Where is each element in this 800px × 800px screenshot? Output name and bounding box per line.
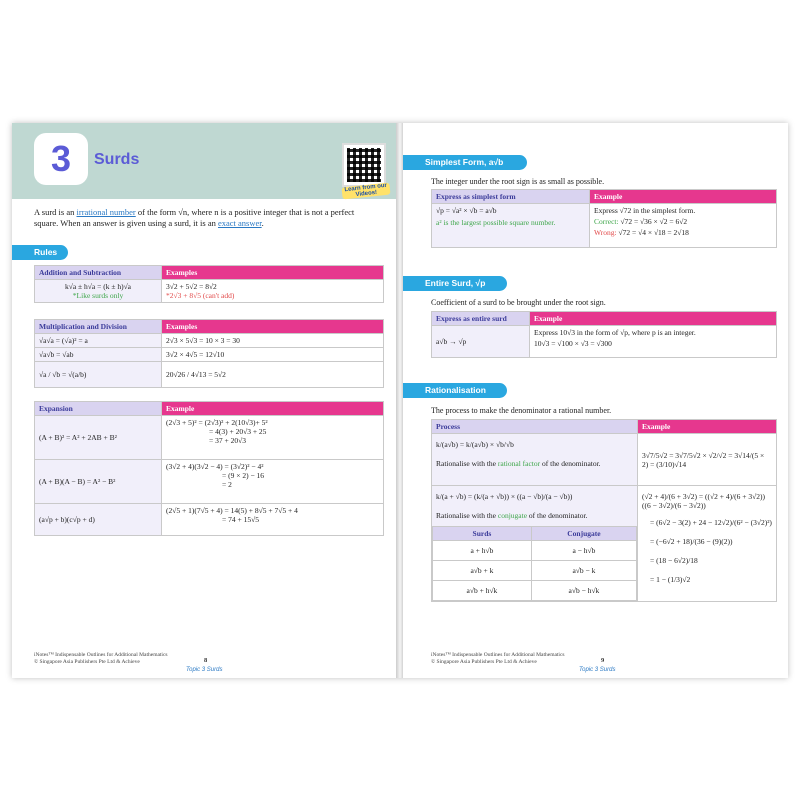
mult-example-3: 20√26 / 4√13 = 5√2: [162, 362, 384, 388]
simplest-form-table: [431, 189, 777, 248]
expansion-2-line-2: = (9 × 2) − 16: [222, 471, 265, 480]
process-2-formula: k/(a + √b) = (k/(a + √b)) × ((a − √b)/(a − √b)): [436, 492, 573, 501]
left-page-number: 8: [204, 657, 208, 664]
qr-caption: Learn from our Videos!: [342, 183, 391, 200]
conjugate-row-2: a√b − k: [531, 561, 636, 581]
simplest-rule-cell: [432, 204, 590, 248]
mult-example-1: 2√3 × 5√3 = 10 × 3 = 30: [162, 334, 384, 348]
left-page: [12, 123, 398, 678]
surd-row-2: a√b + k: [433, 561, 532, 581]
entire-example-header: Example: [530, 312, 777, 326]
intro-text-2: of the form √n, where n is a positive integer that is not a perfect square. When an answer is given using a surd, it is an: [34, 207, 355, 228]
simplest-correct-line: [594, 217, 772, 226]
process-2-note-c: of the denominator.: [527, 511, 588, 520]
rationalisation-table: [431, 419, 777, 602]
conjugate-row-3: a√b − h√k: [531, 581, 636, 601]
example-2-line-2: = (6√2 − 3(2) + 24 − 12√2)/(6² − (3√2)²): [650, 518, 772, 527]
expansion-1-line-2: = 4(3) + 20√3 + 25: [209, 427, 267, 436]
expansion-example-2: [162, 460, 384, 504]
left-footer-line-2: © Singapore Asia Publishers Pte Ltd & Achieve: [34, 659, 140, 665]
process-2-note: [432, 501, 637, 526]
example-1-cell: 3√7/5√2 = 3√7/5√2 × √2/√2 = 3√14/(5 × 2) = (3/10)√14: [638, 434, 777, 486]
addition-example-2: *2√3 + 8√5 (can't add): [166, 291, 235, 300]
addition-rule: k√a ± h√a = (k ± h)√a: [64, 282, 132, 291]
entire-surd-table: [431, 311, 777, 358]
mult-rule-2: √a√b = √ab: [35, 348, 162, 362]
wrong-label: Wrong:: [594, 228, 617, 237]
qr-code[interactable]: [342, 143, 386, 187]
right-footer-topic: Topic 3 Surds: [579, 667, 616, 673]
rationalisation-text: The process to make the denominator a rational number.: [431, 406, 612, 415]
expansion-1-line-1: (2√3 + 5)² = (2√3)² + 2(10√3)+ 5²: [166, 418, 268, 427]
chapter-number: 3: [34, 133, 88, 185]
expansion-3-line-2: = 74 + 15√5: [222, 515, 259, 524]
multiplication-header: Multiplication and Division: [35, 320, 162, 334]
mult-rule-3: √a / √b = √(a/b): [35, 362, 162, 388]
left-footer-line-1: iNotes™ Indispensable Outlines for Additional Mathematics: [34, 652, 168, 658]
surd-row-3: a√b + h√k: [433, 581, 532, 601]
conjugate-term: conjugate: [497, 511, 528, 520]
process-2-cell: [432, 486, 638, 602]
right-footer-line-1: iNotes™ Indispensable Outlines for Additional Mathematics: [431, 652, 565, 658]
intro-text-3: .: [261, 218, 264, 228]
square-note: is the largest possible square number.: [441, 218, 556, 227]
example-2-line-4: = (18 − 6√2)/18: [650, 556, 698, 565]
square-term: a²: [436, 218, 442, 227]
correct-label: Correct:: [594, 217, 619, 226]
right-page: [402, 123, 788, 678]
exact-answer-link[interactable]: exact answer: [217, 218, 262, 228]
rationalisation-example-header: Example: [638, 420, 777, 434]
expansion-header: Expansion: [35, 402, 162, 416]
simplest-rule-line-1: √p = √a² × √b = a√b: [436, 206, 497, 215]
expansion-rule-1: (A + B)² = A² + 2AB + B²: [35, 416, 162, 460]
entire-rule-header: Express as entire surd: [432, 312, 530, 326]
multiplication-examples-header: Examples: [162, 320, 384, 334]
entire-example-cell: [530, 326, 777, 358]
wrong-working: √72 = √4 × √18 = 2√18: [616, 228, 689, 237]
entire-example-line-1: Express 10√3 in the form of √p, where p is an integer.: [534, 328, 696, 337]
mult-example-2: 3√2 × 4√5 = 12√10: [162, 348, 384, 362]
intro-text-1: A surd is an: [34, 207, 77, 217]
expansion-2-line-1: (3√2 + 4)(3√2 − 4) = (3√2)² − 4²: [166, 462, 264, 471]
conjugate-table: [432, 526, 637, 601]
example-2-cell: [638, 486, 777, 602]
expansion-example-header: Example: [162, 402, 384, 416]
expansion-example-1: [162, 416, 384, 460]
expansion-rule-3: (a√p + b)(c√p + d): [35, 504, 162, 536]
process-1-formula: k/(a√b) = k/(a√b) × √b/√b: [436, 440, 514, 449]
expansion-1-line-3: = 37 + 20√3: [209, 436, 246, 445]
mult-rule-1: √a√a = (√a)² = a: [35, 334, 162, 348]
addition-header: Addition and Subtraction: [35, 266, 162, 280]
example-2-line-5: = 1 − (1/3)√2: [650, 575, 691, 584]
example-2-line-1: (√2 + 4)/(6 + 3√2) = ((√2 + 4)/(6 + 3√2))((6 − 3√2)/(6 − 3√2)): [642, 492, 766, 510]
right-page-number: 9: [601, 657, 605, 664]
expansion-3-line-1: (2√5 + 1)(7√5 + 4) = 14(5) + 8√5 + 7√5 + 4: [166, 506, 298, 515]
entire-rule: a√b → √p: [432, 326, 530, 358]
surds-header: Surds: [433, 527, 532, 541]
conjugate-header: Conjugate: [531, 527, 636, 541]
process-2-note-a: Rationalise with the: [436, 511, 498, 520]
addition-rule-cell: [35, 280, 162, 303]
rationalisation-heading: Rationalisation: [403, 383, 507, 398]
process-1-note-c: of the denominator.: [540, 459, 601, 468]
rational-factor-term: rational factor: [497, 459, 541, 468]
simplest-wrong-line: [594, 228, 772, 237]
correct-working: √72 = √36 × √2 = 6√2: [618, 217, 688, 226]
expansion-table: [34, 401, 384, 536]
qr-code-pattern: [347, 148, 381, 182]
left-footer-topic: Topic 3 Surds: [186, 667, 223, 673]
expansion-2-line-3: = 2: [222, 480, 232, 489]
intro-paragraph: [34, 207, 379, 229]
chapter-title: Surds: [94, 151, 140, 168]
multiplication-table: [34, 319, 384, 388]
simplest-example-header: Example: [590, 190, 777, 204]
conjugate-row-1: a − h√b: [531, 541, 636, 561]
addition-example-cell: [162, 280, 384, 303]
expansion-rule-2: (A + B)(A − B) = A² − B²: [35, 460, 162, 504]
simplest-rule-header: Express as simplest form: [432, 190, 590, 204]
entire-surd-text: Coefficient of a surd to be brought under the root sign.: [431, 298, 606, 307]
example-2-line-3: = (−6√2 + 18)/(36 − (9)(2)): [650, 537, 733, 546]
addition-examples-header: Examples: [162, 266, 384, 280]
entire-surd-heading: Entire Surd, √p: [403, 276, 507, 291]
rules-heading: Rules: [12, 245, 68, 260]
simplest-form-heading: Simplest Form, a√b: [403, 155, 527, 170]
irrational-number-link[interactable]: irrational number: [76, 207, 136, 217]
simplest-rule-line-2: [436, 218, 585, 227]
right-footer-line-2: © Singapore Asia Publishers Pte Ltd & Achieve: [431, 659, 537, 665]
simplest-example-line-1: Express √72 in the simplest form.: [594, 206, 696, 215]
entire-example-line-2: 10√3 = √100 × √3 = √300: [534, 339, 612, 348]
simplest-form-text: The integer under the root sign is as small as possible.: [431, 177, 605, 186]
left-footer: [34, 652, 168, 666]
addition-example-1: 3√2 + 5√2 = 8√2: [166, 282, 217, 291]
process-header: Process: [432, 420, 638, 434]
expansion-example-3: [162, 504, 384, 536]
book-spread: [12, 123, 788, 678]
simplest-example-cell: [590, 204, 777, 248]
process-1-note: [436, 459, 633, 468]
process-1-note-a: Rationalise with the: [436, 459, 498, 468]
like-surds-note: *Like surds only: [72, 291, 124, 300]
right-footer: [431, 652, 565, 666]
addition-table: [34, 265, 384, 303]
surd-row-1: a + h√b: [433, 541, 532, 561]
process-1-cell: [432, 434, 638, 486]
